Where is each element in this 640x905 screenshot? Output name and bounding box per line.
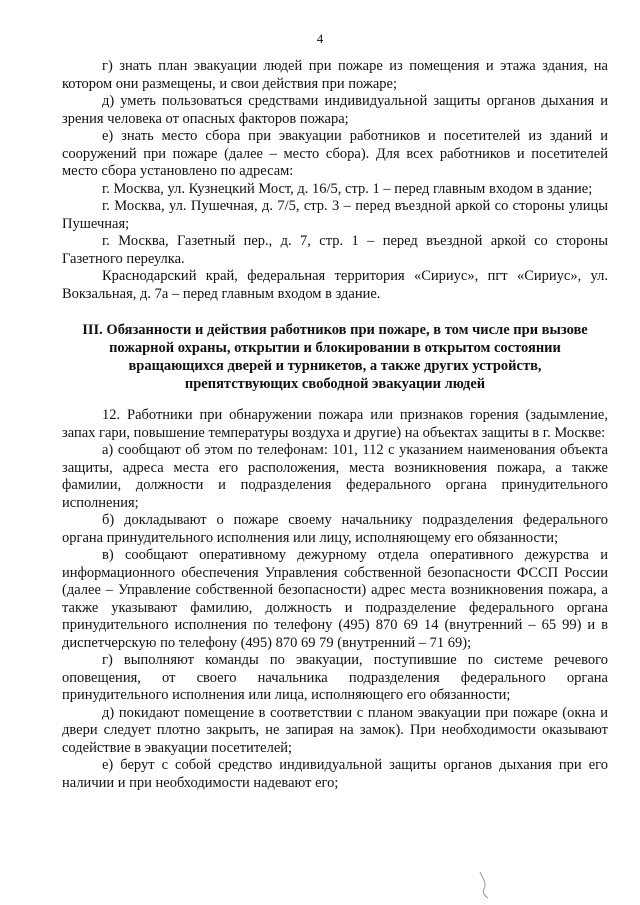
paragraph-12-d: д) покидают помещение в соответствии с планом эвакуации при пожаре (окна и двери следует плотно закрыть, не запирая на замок). При необходимости оказывают содействие в эвакуации посетителей;: [62, 704, 608, 756]
paragraph-12-a: а) сообщают об этом по телефонам: 101, 112 с указанием наименования объекта защиты, адреса места его расположения, места возникновения пожара, а также фамилии, должности и подразделения федерального органа принудительного исполнения;: [62, 442, 608, 511]
page-number: 4: [316, 31, 324, 46]
document-body: [62, 58, 608, 792]
address-sirius: Краснодарский край, федеральная территория «Сириус», пгт «Сириус», ул. Вокзальная, д. 7а – перед главным входом в здание.: [62, 268, 608, 302]
handwritten-mark: [477, 870, 491, 900]
paragraph-e-assembly-point: е) знать место сбора при эвакуации работников и посетителей из зданий и сооружений при пожаре (далее – место сбора). Для всех работников и посетителей место сбора установлено по адресам:: [62, 128, 608, 179]
paragraph-d-protection-means: д) уметь пользоваться средствами индивидуальной защиты органов дыхания и зрения человека от опасных факторов пожара;: [62, 93, 608, 127]
paragraph-g-evacuation-plan: г) знать план эвакуации людей при пожаре из помещения и этажа здания, на котором они размещены, и свои действия при пожаре;: [62, 58, 608, 92]
address-gazetny: г. Москва, Газетный пер., д. 7, стр. 1 – перед въездной аркой со стороны Газетного переулка.: [62, 233, 608, 267]
paragraph-12: 12. Работники при обнаружении пожара или признаков горения (задымление, запах гари, повышение температуры воздуха и другие) на объектах защиты в г. Москве:: [62, 407, 608, 441]
paragraph-12-b: б) докладывают о пожаре своему начальнику подразделения федерального органа принудительного исполнения или лицу, исполняющему его обязанности;: [62, 512, 608, 546]
address-kuznetsky-most: г. Москва, ул. Кузнецкий Мост, д. 16/5, стр. 1 – перед главным входом в здание;: [102, 180, 593, 197]
section-heading: III. Обязанности и действия работников при пожаре, в том числе при вызове пожарной охраны, открытии и блокировании в открытом состоянии вращающихся дверей и турникетов, а также других устройств, препятствующих свободной эвакуации людей: [82, 322, 588, 392]
paragraph-12-g: г) выполняют команды по эвакуации, поступившие по системе речевого оповещения, от своего начальника подразделения федерального органа принудительного исполнения или лица, исполняющего его обязанности;: [62, 652, 608, 703]
address-pushechnaya: г. Москва, ул. Пушечная, д. 7/5, стр. 3 – перед въездной аркой со стороны улицы Пушечная;: [62, 198, 608, 232]
paragraph-12-e: е) берут с собой средство индивидуальной защиты органов дыхания при его наличии и при необходимости надевают его;: [62, 757, 608, 791]
paragraph-12-v: в) сообщают оперативному дежурному отдела оперативного дежурства и информационного обеспечения Управления собственной безопасности ФССП России (далее – Управление собственной безопасности) адрес места возникновения пожара, а также указывают фамилию, должность и подразделение федерального органа принудительного исполнения по телефону (495) 870 69 14 (внутренний – 65 99) и в диспетчерскую по телефону (495) 870 69 79 (внутренний – 71 69);: [62, 547, 608, 651]
